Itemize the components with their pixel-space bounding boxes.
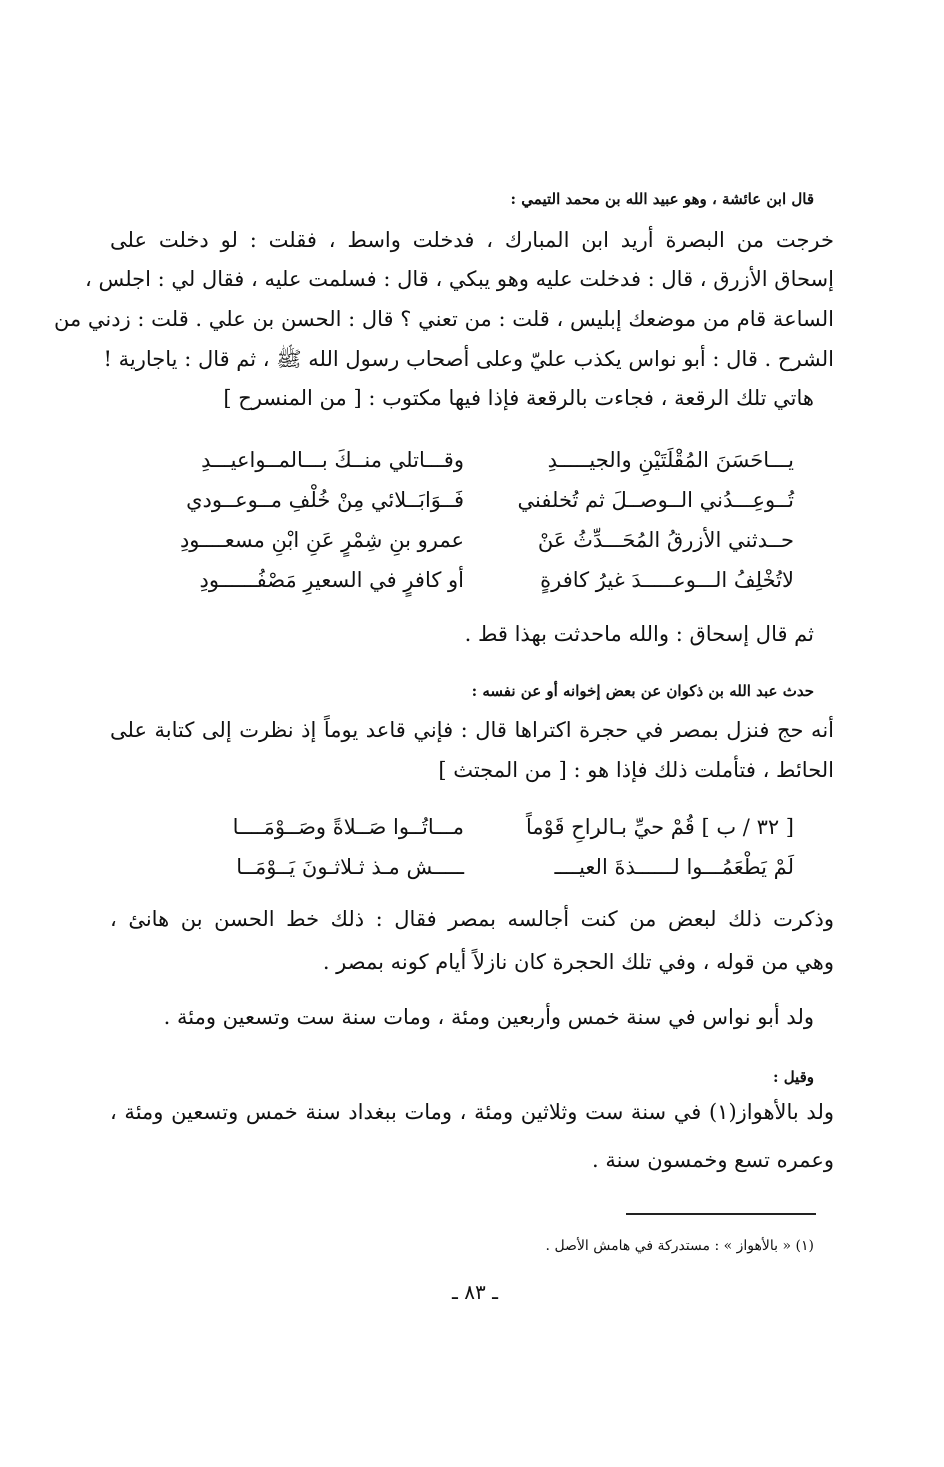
verse-first-hemistich: تُــوعِـــدُني الــوصــلَ ثم تُخلفني bbox=[517, 488, 794, 512]
verse-first-hemistich: لاتُخْلِفُ الـــوعـــــدَ غيرُ كافرةٍ bbox=[540, 568, 794, 592]
verse-second-hemistich: مـــاتُــوا صَــلاةً وصَــوْمَــــا bbox=[232, 815, 464, 839]
text-line: خرجت من البصرة أريد ابن المبارك ، فدخلت واسط ، فقلت : لو دخلت على bbox=[110, 228, 834, 252]
footnote: (١) « بالأهواز » : مستدركة في هامش الأصل . bbox=[545, 1238, 814, 1254]
text-line: أنه حج فنزل بمصر في حجرة اكتراها قال : فإني قاعد يوماً إذ نظرت إلى كتابة على bbox=[110, 718, 834, 742]
text-line: ثم قال إسحاق : والله ماحدثت بهذا قط . bbox=[464, 622, 814, 646]
text-line: وعمره تسع وخمسون سنة . bbox=[592, 1148, 834, 1172]
verse-first-hemistich: يـــاحَسَنَ المُقْلَتَيْنِ والجيـــــدِ bbox=[547, 448, 794, 472]
text-line: إسحاق الأزرق ، قال : فدخلت عليه وهو يبكي ، قال : فسلمت عليه ، فقال لي : اجلس ، bbox=[85, 267, 834, 291]
verse-first-hemistich: لَمْ يَطْعَمُـــوا لــــــذةَ العيــــ bbox=[554, 855, 794, 879]
text-line: الحائط ، فتأملت ذلك فإذا هو : [ من المجتث ] bbox=[438, 758, 834, 782]
text-line: الساعة قام من موضعك إبليس ، قلت : من تعني ؟ قال : الحسن بن علي . قلت : زدني من bbox=[53, 307, 834, 331]
section-heading-ibn-aisha: قال ابن عائشة ، وهو عبيد الله بن محمد التيمي : bbox=[510, 190, 814, 208]
verse-second-hemistich: وقـــاتلي منــكَ بـــالمــواعيـــدِ bbox=[201, 448, 464, 472]
footnote-divider bbox=[626, 1213, 816, 1215]
verse-second-hemistich: ـــــش مـذ ثـلاثـونَ يَــوْمَــا bbox=[236, 855, 464, 879]
verse-first-hemistich: حــدثني الأزرقُ المُحَـــدِّثُ عَنْ bbox=[537, 528, 794, 552]
verse-second-hemistich: أو كافرٍ في السعيرِ مَصْفُــــــودِ bbox=[199, 568, 464, 592]
text-line: ولد أبو نواس في سنة خمس وأربعين ومئة ، ومات سنة ست وتسعين ومئة . bbox=[163, 1005, 814, 1029]
page-number: ـ ٨٣ ـ bbox=[452, 1280, 498, 1304]
text-line: ولد بالأهواز(١) في سنة ست وثلاثين ومئة ، ومات ببغداد سنة خمس وتسعين ومئة ، bbox=[110, 1100, 834, 1124]
verse-second-hemistich: عمرو بنِ شِمْرٍ عَنِ ابْنِ مسعــــودِ bbox=[179, 528, 464, 552]
text-line: الشرح . قال : أبو نواس يكذب عليّ وعلى أصحاب رسول الله ﷺ ، ثم قال : ياجارية ! bbox=[103, 347, 834, 371]
verse-first-hemistich: [ ٣٢ / ب ] قُمْ حيِّ بـالراحِ قَوْماً bbox=[525, 815, 794, 839]
text-line: وذكرت ذلك لبعض من كنت أجالسه بمصر فقال : ذلك خط الحسن بن هانئ ، bbox=[110, 907, 834, 931]
section-heading-qila: وقيل : bbox=[772, 1068, 814, 1086]
text-line: وهي من قوله ، وفي تلك الحجرة كان نازلاً أيام كونه بمصر . bbox=[322, 950, 834, 974]
verse-second-hemistich: فَــوَابَــلائي مِنْ خُلْفِ مــوعــودي bbox=[186, 488, 464, 512]
section-heading-ibn-dhakwan: حدث عبد الله بن ذكوان عن بعض إخوانه أو عن نفسه : bbox=[471, 682, 814, 700]
text-line: هاتي تلك الرقعة ، فجاءت بالرقعة فإذا فيها مكتوب : [ من المنسرح ] bbox=[223, 386, 814, 410]
